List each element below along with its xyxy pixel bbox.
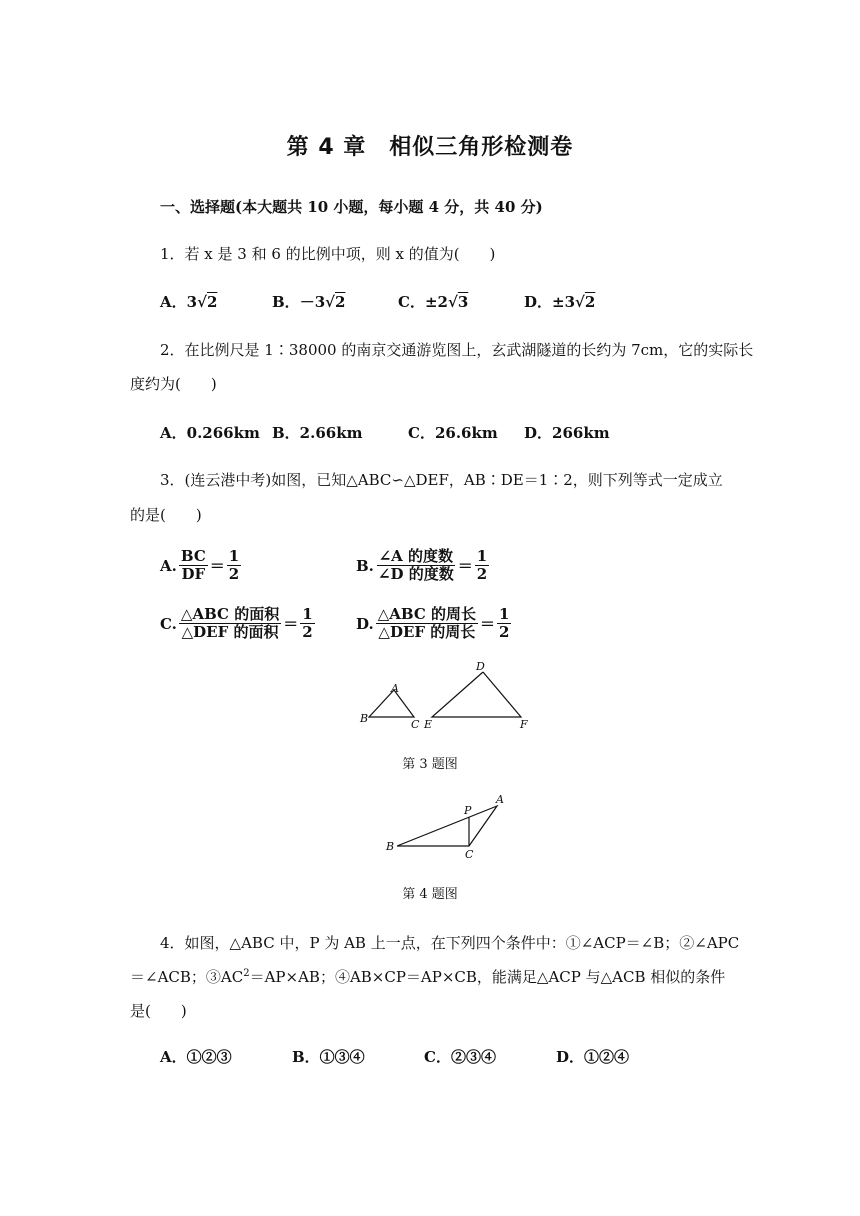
section-heading: 一、选择题(本大题共 10 小题，每小题 4 分，共 40 分): [160, 198, 543, 216]
question-2-line-1: 2．在比例尺是 1∶38000 的南京交通游览图上，玄武湖隧道的长约为 7cm，它的实际长: [160, 341, 754, 359]
fraction-numerator: 1: [476, 547, 488, 565]
q2-option-d: D．266km: [524, 424, 610, 442]
q3-option-d: [356, 606, 513, 642]
vertex-label-p: P: [464, 804, 472, 817]
q4-option-b: B．①③④: [292, 1048, 365, 1066]
fraction-numerator: 1: [302, 605, 313, 623]
vertex-label-d: D: [476, 660, 485, 673]
fraction-denominator: ∠D 的度数: [377, 565, 454, 584]
q3-option-b: [356, 548, 491, 584]
fraction-numerator: BC: [180, 547, 206, 565]
q1-option-d-coef: ±3: [552, 293, 576, 311]
q1-option-a-label: A．: [160, 293, 187, 311]
question-1-stem: 1．若 x 是 3 和 6 的比例中项，则 x 的值为( ): [160, 245, 496, 263]
q2-option-a: A．0.266km: [160, 424, 260, 442]
fraction: [475, 548, 489, 584]
fraction: [376, 606, 478, 642]
q1-option-d-label: D．: [524, 293, 553, 311]
figure-3-caption: 第 3 题图: [402, 757, 458, 772]
q1-option-c-coef: ±2: [424, 293, 448, 311]
figure-4-triangle: [380, 788, 510, 863]
triangle-def: [432, 672, 521, 717]
fraction-denominator: 2: [476, 565, 488, 584]
fraction-numerator: △ABC 的周长: [377, 605, 476, 623]
fraction-numerator: 1: [228, 547, 240, 565]
q1-option-a: [160, 291, 217, 312]
q1-option-d-radicand: 2: [584, 293, 596, 311]
q4-option-a: A．①②③: [160, 1048, 232, 1066]
fraction-denominator: 2: [302, 623, 313, 642]
vertex-label-e: E: [424, 718, 433, 731]
superscript: 2: [243, 968, 250, 979]
q1-option-d: [524, 291, 595, 312]
fraction-denominator: DF: [181, 565, 206, 584]
figure-3-triangles: [350, 656, 540, 736]
fraction: [376, 548, 456, 584]
question-2-line-2: 度约为( ): [130, 375, 217, 393]
fraction-denominator: 2: [499, 623, 510, 642]
fraction-numerator: △ABC 的面积: [180, 605, 280, 623]
q4-option-d: D．①②④: [556, 1048, 630, 1066]
q1-option-c-label: C．: [398, 293, 425, 311]
q1-option-a-coef: 3: [186, 293, 198, 311]
fraction: [497, 606, 511, 642]
fraction-numerator: 1: [499, 605, 510, 623]
vertex-label-c: C: [411, 718, 420, 731]
fraction: [179, 606, 281, 642]
question-3-line-2: 的是( ): [130, 506, 202, 524]
q4-option-c: C．②③④: [424, 1048, 496, 1066]
fraction-numerator: ∠A 的度数: [378, 547, 454, 565]
q1-option-b-radicand: 2: [334, 293, 346, 311]
question-4-line-2-part-2: ＝AP×AB；④AB×CP＝AP×CB，能满足△ACP 与△ACB 相似的条件: [249, 968, 726, 986]
question-4-line-2: [130, 966, 725, 987]
q3-option-a: [160, 548, 243, 584]
q3-option-a-label: A.: [160, 556, 177, 575]
question-4-line-3: 是( ): [130, 1002, 187, 1020]
figure-4-caption: 第 4 题图: [402, 887, 458, 902]
equals-sign: ＝: [209, 557, 225, 576]
equals-sign: ＝: [283, 615, 299, 634]
vertex-label-b: B: [386, 840, 395, 853]
vertex-label-a: A: [496, 793, 504, 806]
question-4-line-2-part-1: ＝∠ACB；③AC: [130, 968, 244, 986]
vertex-label-c: C: [465, 848, 474, 861]
vertex-label-f: F: [520, 718, 528, 731]
sqrt-icon: √: [575, 293, 585, 311]
page-title: 第 4 章 相似三角形检测卷: [286, 135, 574, 160]
question-3-line-1: 3．(连云港中考)如图，已知△ABC∽△DEF，AB∶DE＝1∶2，则下列等式一定成立: [160, 471, 723, 489]
fraction-denominator: △DEF 的面积: [181, 623, 279, 642]
q3-option-b-label: B.: [356, 556, 374, 575]
q2-option-b: B．2.66km: [272, 424, 363, 442]
sqrt-icon: √: [197, 293, 207, 311]
q1-option-b-label: B．: [272, 293, 300, 311]
triangle-abc: [397, 806, 497, 846]
q1-option-c: [398, 291, 468, 312]
q3-option-c-label: C.: [160, 614, 177, 633]
sqrt-icon: √: [325, 293, 335, 311]
q1-option-b-coef: －3: [299, 293, 326, 311]
equals-sign: ＝: [457, 557, 473, 576]
vertex-label-b: B: [360, 712, 369, 725]
q3-option-d-label: D.: [356, 614, 374, 633]
q1-option-a-radicand: 2: [206, 293, 218, 311]
fraction: [227, 548, 241, 584]
equals-sign: ＝: [480, 615, 496, 634]
fraction: [300, 606, 314, 642]
fraction-denominator: △DEF 的周长: [378, 623, 476, 642]
q1-option-b: [272, 291, 345, 312]
sqrt-icon: √: [447, 293, 458, 311]
q3-option-c: [160, 606, 317, 642]
q1-option-c-radicand: 3: [457, 293, 469, 311]
vertex-label-a: A: [391, 682, 399, 695]
q2-option-c: C．26.6km: [408, 424, 498, 442]
question-4-line-1: 4．如图，△ABC 中，P 为 AB 上一点，在下列四个条件中：①∠ACP＝∠B；②∠APC: [160, 934, 740, 952]
fraction: [179, 548, 208, 584]
fraction-denominator: 2: [228, 565, 240, 584]
